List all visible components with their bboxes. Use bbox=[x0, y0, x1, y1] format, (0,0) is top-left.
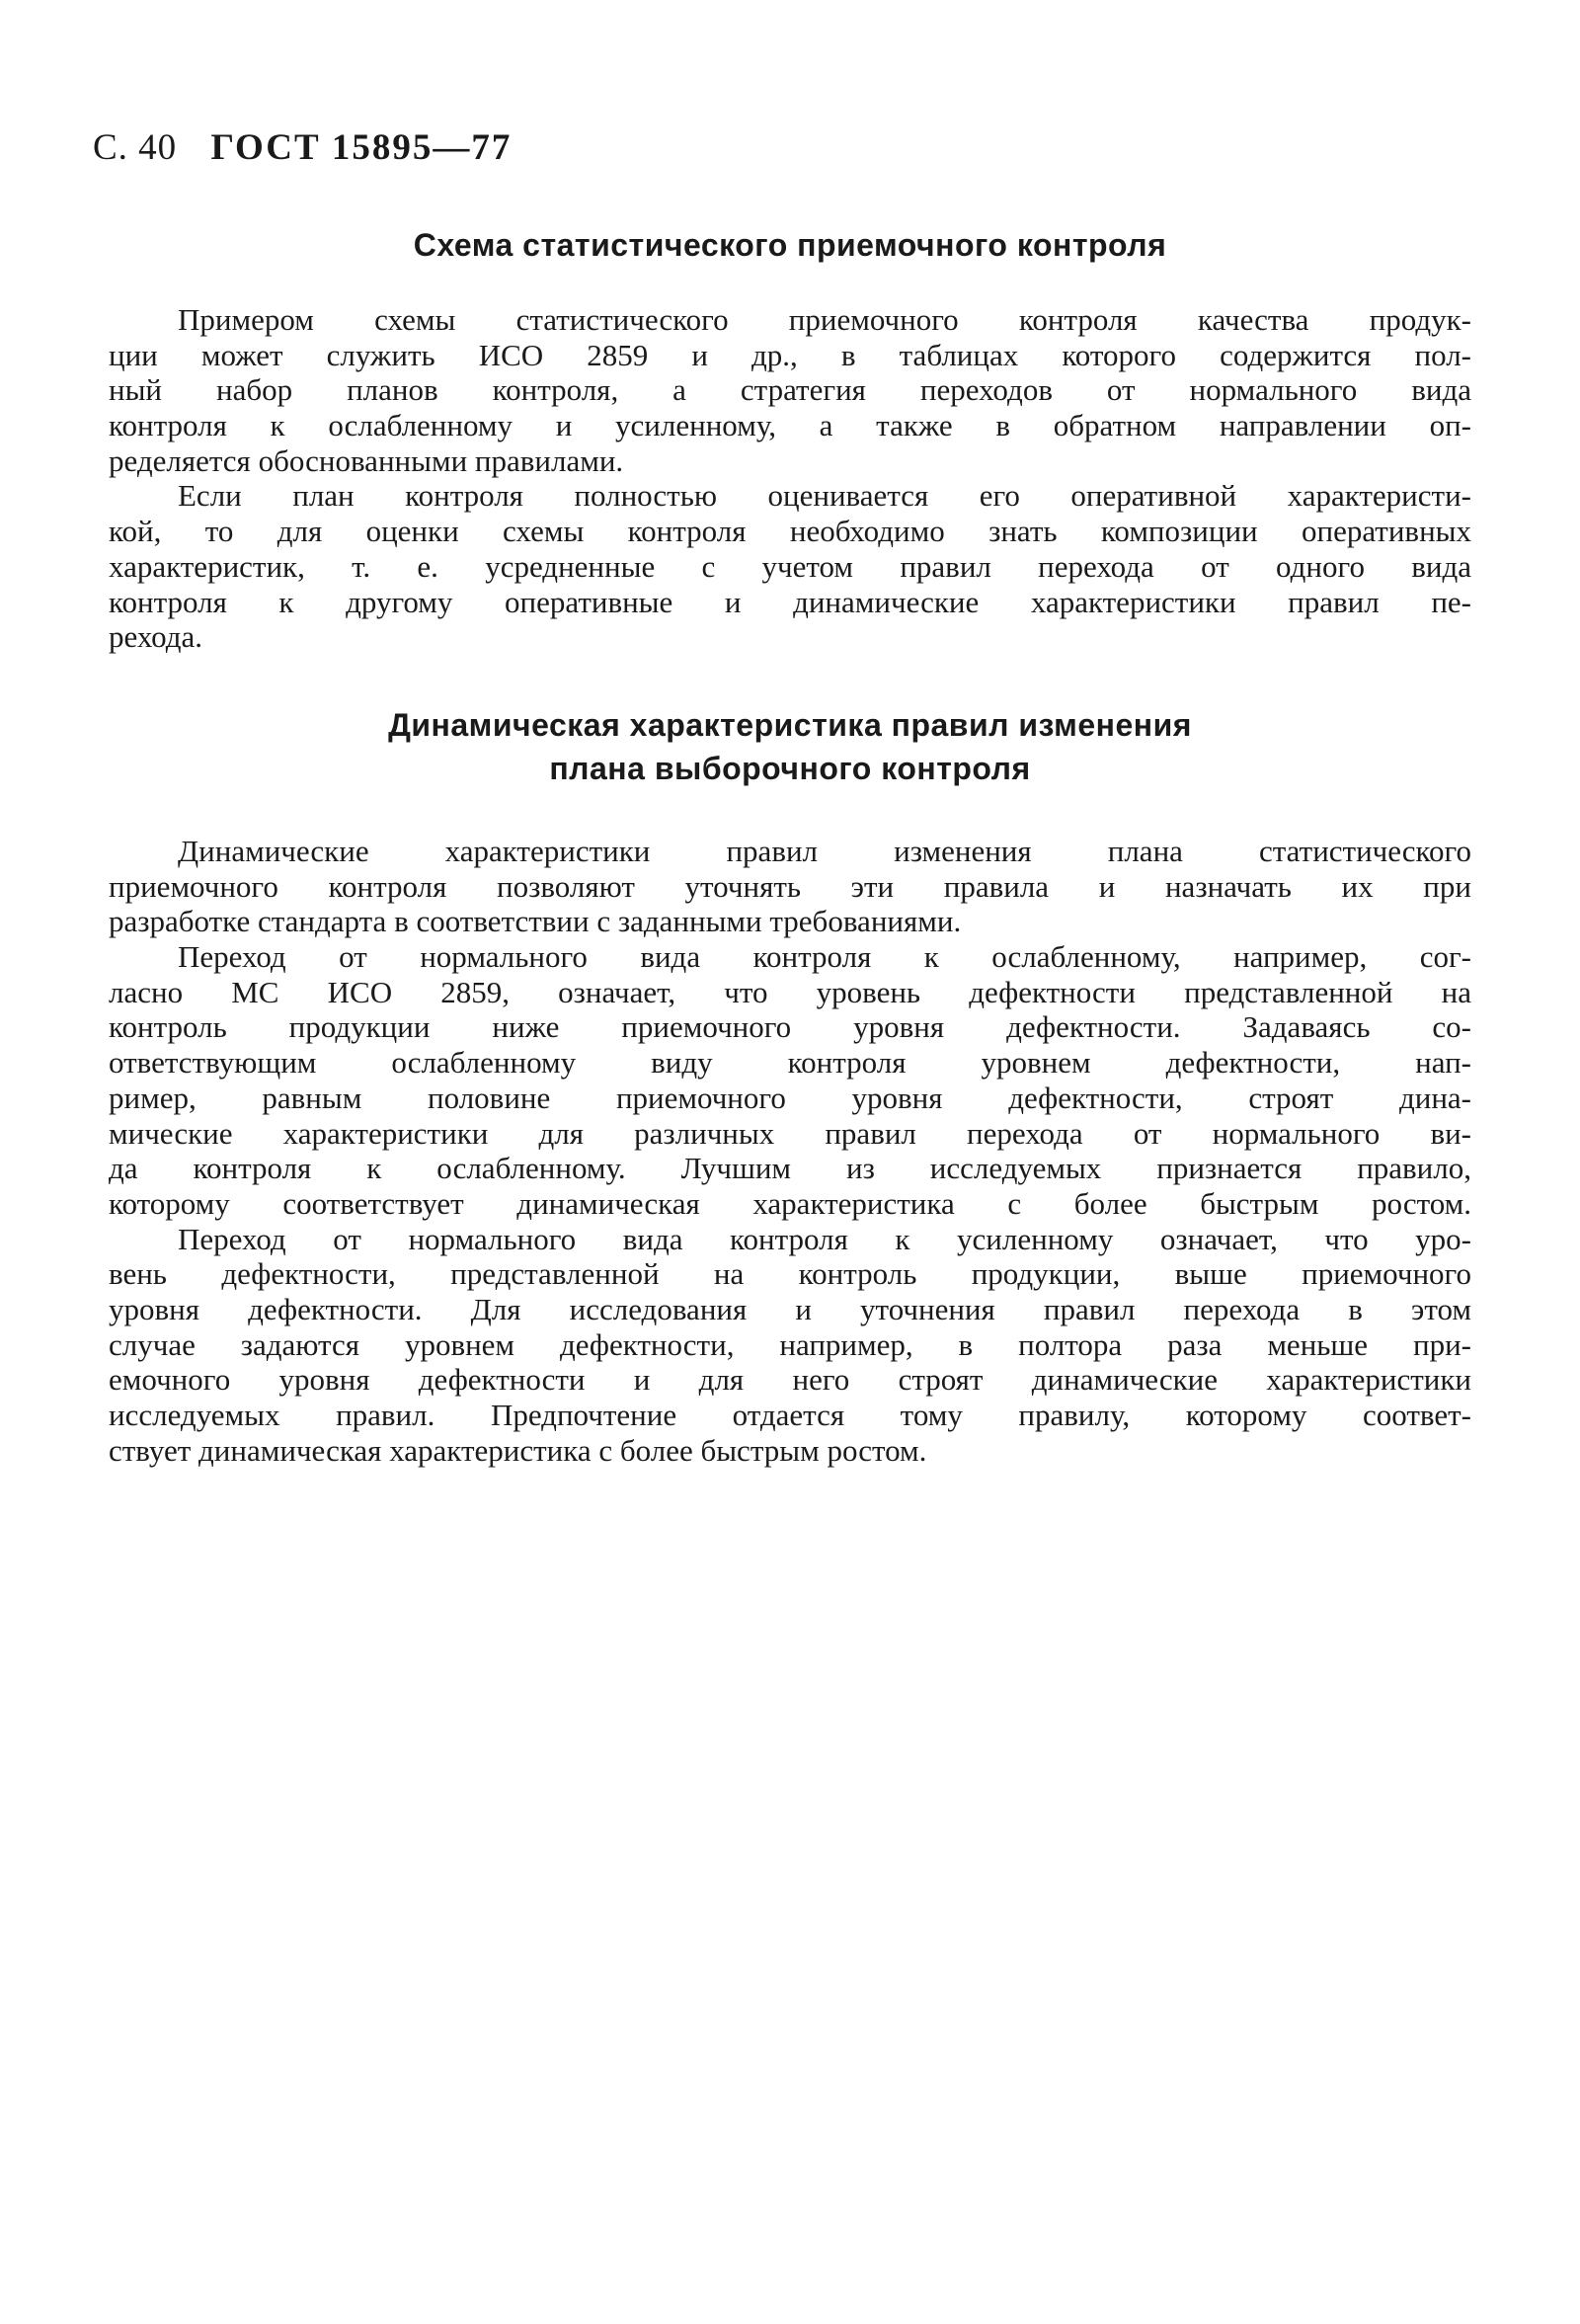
section1-title: Схема статистического приемочного контроля bbox=[413, 227, 1167, 263]
text-line: Переход от нормального вида контроля к усиленному означает, что уро- bbox=[178, 1221, 1471, 1256]
text-line: рехода. bbox=[109, 619, 203, 655]
text-line: Динамические характеристики правил изменения плана статистического bbox=[178, 834, 1471, 868]
text-line: ример, равным половине приемочного уровня дефектности, строят дина- bbox=[109, 1080, 1471, 1115]
text-line: ствует динамическая характеристика с более быстрым ростом. bbox=[109, 1432, 927, 1468]
text-line: контроль продукции ниже приемочного уровня дефектности. Задаваясь со- bbox=[109, 1009, 1471, 1045]
text-line: разработке стандарта в соответствии с заданными требованиями. bbox=[109, 904, 962, 939]
text-line: характеристик, т. е. усредненные с учетом правил перехода от одного вида bbox=[109, 548, 1471, 584]
text-line: вень дефектности, представленной на контроль продукции, выше приемочного bbox=[109, 1256, 1471, 1292]
text-line: ределяется обоснованными правилами. bbox=[109, 442, 624, 478]
text-line: контроля к ослабленному и усиленному, а также в обратном направлении оп- bbox=[109, 408, 1471, 443]
section2-heading bbox=[0, 703, 1580, 790]
section2-body bbox=[109, 834, 1471, 1468]
text-line: ции может служить ИСО 2859 и др., в таблицах которого содержится пол- bbox=[109, 337, 1471, 372]
section2-title-line1: Динамическая характеристика правил изменения bbox=[388, 707, 1192, 743]
text-line: случае задаются уровнем дефектности, например, в полтора раза меньше при- bbox=[109, 1326, 1471, 1362]
text-line: уровня дефектности. Для исследования и уточнения правил перехода в этом bbox=[109, 1291, 1471, 1326]
page-header bbox=[93, 126, 535, 169]
text-line: ласно МС ИСО 2859, означает, что уровень дефектности представленной на bbox=[109, 974, 1471, 1009]
text-line: которому соответствует динамическая характеристика с более быстрым ростом. bbox=[109, 1185, 1471, 1221]
section1-body bbox=[109, 302, 1471, 655]
text-line: Если план контроля полностью оценивается его оперативной характеристи- bbox=[178, 478, 1471, 514]
text-line: исследуемых правил. Предпочтение отдается тому правилу, которому соответ- bbox=[109, 1398, 1471, 1432]
page-number: С. 40 bbox=[93, 127, 178, 168]
standard-number: ГОСТ 15895—77 bbox=[210, 127, 513, 168]
text-line: Переход от нормального вида контроля к ослабленному, например, сог- bbox=[178, 939, 1471, 975]
text-line: Примером схемы статистического приемочного контроля качества продук- bbox=[178, 302, 1471, 337]
text-line: ответствующим ослабленному виду контроля уровнем дефектности, нап- bbox=[109, 1045, 1471, 1081]
text-line: да контроля к ослабленному. Лучшим из исследуемых признается правило, bbox=[109, 1151, 1471, 1186]
text-line: емочного уровня дефектности и для него строят динамические характеристики bbox=[109, 1362, 1471, 1398]
text-line: приемочного контроля позволяют уточнять эти правила и назначать их при bbox=[109, 868, 1471, 904]
text-line: мические характеристики для различных правил перехода от нормального ви- bbox=[109, 1115, 1471, 1151]
section2-title-line2: плана выборочного контроля bbox=[549, 751, 1031, 786]
section1-heading bbox=[0, 223, 1580, 267]
text-line: контроля к другому оперативные и динамические характеристики правил пе- bbox=[109, 584, 1471, 619]
text-line: кой, то для оценки схемы контроля необходимо знать композиции оперативных bbox=[109, 514, 1471, 549]
text-line: ный набор планов контроля, а стратегия переходов от нормального вида bbox=[109, 372, 1471, 408]
